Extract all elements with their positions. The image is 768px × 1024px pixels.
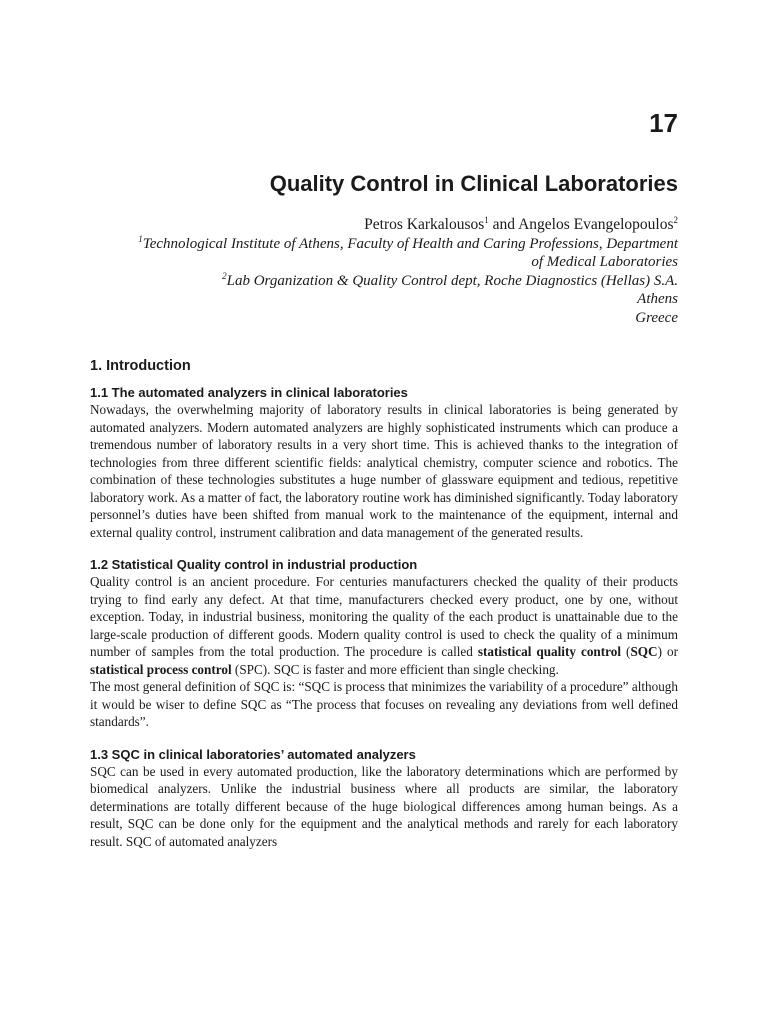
affiliation-1-line-2: of Medical Laboratories (531, 254, 678, 270)
author-2: Angelos Evangelopoulos (518, 216, 674, 233)
subsection-heading-1-2: 1.2 Statistical Quality control in industrial production (90, 557, 418, 572)
affiliation-1 (90, 235, 678, 254)
affiliation-2-line-1: Lab Organization & Quality Control dept, Roche Diagnostics (Hellas) S.A. (226, 272, 678, 289)
paragraph-1-2-a (90, 573, 678, 678)
paragraph-1-2-a-connector: ) or (657, 644, 678, 659)
affiliation-1-mark: 1 (138, 233, 143, 244)
chapter-body (90, 356, 678, 850)
paragraph-1-2-a-end: (SPC). SQC is faster and more efficient than single checking. (231, 661, 559, 677)
author-1-affiliation-mark: 1 (484, 214, 489, 225)
term-sqc: SQC (630, 644, 658, 659)
affiliation-2 (90, 272, 678, 291)
chapter-title: Quality Control in Clinical Laboratories (269, 171, 678, 196)
paragraph-1-3: SQC can be used in every automated production, like the laboratory determinations which are performed by biomedical analyzers. Unlike the industrial business where all products are similar, the laboratory determinations are totally different because of the huge biological differences among human beings. As a result, SQC can be done only for the equipment and the analytical methods and rarely for each laboratory result. SQC of automated analyzers (90, 763, 678, 849)
author-conjunction: and (488, 216, 519, 233)
affiliation-country: Greece (635, 309, 678, 326)
paragraph-1-2-a-paren-open: ( (621, 644, 631, 659)
author-names (90, 216, 678, 235)
author-1: Petros Karkalousos (364, 216, 485, 233)
term-statistical-quality-control: statistical quality control (477, 644, 622, 659)
affiliation-city: Athens (637, 291, 678, 307)
subsection-heading-1-3: 1.3 SQC in clinical laboratories’ automated analyzers (90, 746, 416, 762)
author-2-affiliation-mark: 2 (673, 214, 678, 225)
paragraph-1-1: Nowadays, the overwhelming majority of laboratory results in clinical laboratories is being generated by automated analyzers. Modern automated analyzers are highly sophisticated instruments which can produce a tremendous number of laboratory results in a very short time. This is achieved thanks to the integration of technologies from three different scientific fields: analytical chemistry, computer science and robotics. The combination of these technologies substitutes a huge number of glassware equipment and tedious, repetitive laboratory work. As a matter of fact, the laboratory routine work has diminished significantly. Today laboratory personnel’s duties have been shifted from manual work to the maintenance of the equipment, internal and external quality control, instrument calibration and data management of the generated results. (90, 402, 678, 540)
paragraph-1-2-a-text: Quality control is an ancient procedure. For centuries manufacturers checked the quality of their products trying to find early any defect. At that time, manufacturers checked every product, one by one, without exception. Today, in industrial business, monitoring the quality of the each product is unattainable due to the large-scale production of different goods. Modern quality control is used to check the quality of a minimum number of samples from the total production. The procedure is called (90, 574, 678, 659)
section-heading-introduction: 1. Introduction (90, 358, 191, 374)
subsection-heading-1-1: 1.1 The automated analyzers in clinical laboratories (90, 385, 408, 400)
paragraph-1-2-b: The most general definition of SQC is: “SQC is process that minimizes the variability of a procedure” although it would be wiser to define SQC as “The process that focuses on revealing any deviations from well defined standards”. (90, 679, 678, 729)
author-block (90, 216, 678, 327)
term-statistical-process-control: statistical process control (90, 661, 232, 677)
affiliation-2-mark: 2 (222, 270, 227, 281)
chapter-number: 17 (649, 108, 678, 138)
affiliation-1-line-1: Technological Institute of Athens, Faculty of Health and Caring Professions, Department (142, 235, 678, 252)
